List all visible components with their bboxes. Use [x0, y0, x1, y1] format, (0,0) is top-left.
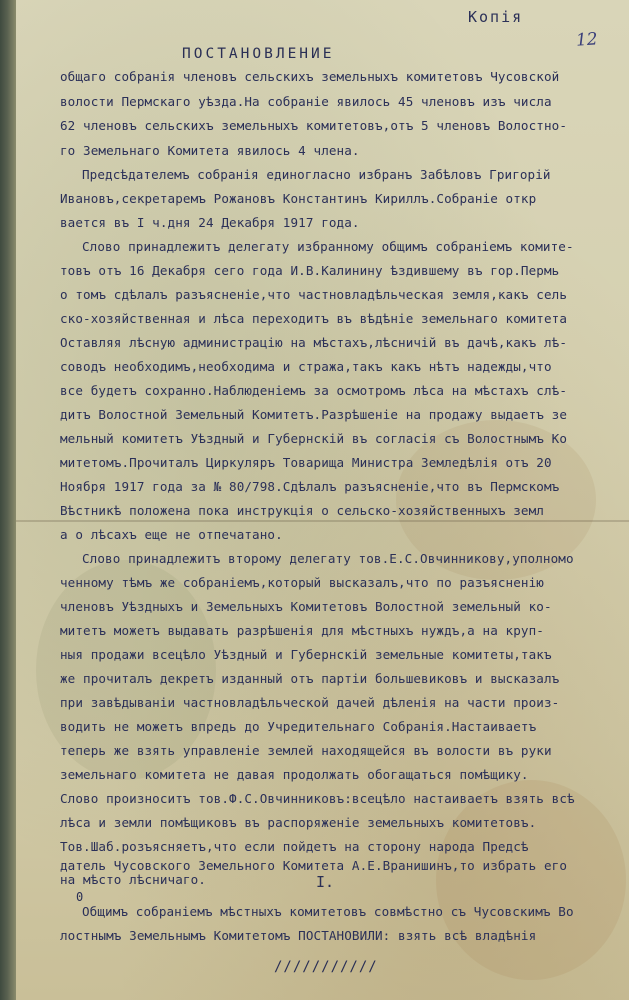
- text-line: дитъ Волостной Земельный Комитетъ.Разрѣшеніе на продажу выдаетъ зе: [60, 407, 568, 422]
- text-line: вается въ I ч.дня 24 Декабря 1917 года.: [60, 215, 360, 230]
- text-line: Оставляя лѣсную администрацію на мѣстахъ,лѣсничій въ дачѣ,какъ лѣ-: [60, 335, 568, 350]
- text-line: членовъ Уѣздныхъ и Земельныхъ Комитетовъ Волостной земельный ко-: [60, 599, 552, 614]
- text-line: лѣса и земли помѣщиковъ въ распоряженіе земельныхъ комитетовъ.: [60, 815, 537, 830]
- text-line: теперь же взять управленіе землей находящейся въ волости въ руки: [60, 743, 552, 758]
- text-line: при завѣдываніи частновладѣльческой дачей дѣленія на части произ-: [60, 695, 560, 710]
- binding-edge: [0, 0, 16, 1000]
- text-line: митетомъ.Прочиталъ Циркуляръ Товарища Министра Земледѣлія отъ 20: [60, 455, 552, 470]
- text-line: Ноября 1917 года за № 80/798.Сдѣлалъ разъясненіе,что въ Пермскомъ: [60, 479, 560, 494]
- text-line: о томъ сдѣлалъ разъясненіе,что частновладѣльческая земля,какъ сель: [60, 287, 568, 302]
- text-line: Ивановъ,секретаремъ Рожановъ Константинъ Кириллъ.Собраніе откр: [60, 191, 537, 206]
- text-line: 62 членовъ сельскихъ земельныхъ комитетовъ,отъ 5 членовъ Волостно-: [60, 118, 568, 133]
- text-line: мельный комитетъ Уѣздный и Губернскій въ согласія съ Волостнымъ Ко: [60, 431, 568, 446]
- text-line: ско-хозяйственная и лѣса переходитъ въ вѣдѣніе земельнаго комитета: [60, 311, 568, 326]
- resolution-line: лостнымъ Земельнымъ Комитетомъ ПОСТАНОВИЛИ: взять всѣ владѣнія: [60, 928, 537, 943]
- paper-fold: [16, 520, 629, 522]
- text-line: Слово принадлежитъ второму делегату тов.Е.С.Овчинникову,уполномо: [82, 551, 574, 566]
- text-line: на мѣсто лѣсничаго.: [60, 872, 206, 887]
- document-title: ПОСТАНОВЛЕНИЕ: [182, 46, 335, 62]
- text-line: соводъ необходимъ,необходима и стража,такъ какъ нѣтъ надежды,что: [60, 359, 552, 374]
- text-line: Предсѣдателемъ собранія единогласно избранъ Забѣловъ Григорій: [82, 167, 551, 182]
- document-page: [16, 0, 629, 1000]
- text-line: а о лѣсахъ еще не отпечатано.: [60, 527, 283, 542]
- margin-mark: 0: [76, 890, 84, 904]
- text-line: го Земельнаго Комитета явилось 4 члена.: [60, 143, 360, 158]
- handwritten-page-number: 12: [575, 29, 599, 51]
- paper-stain: [436, 780, 626, 980]
- text-line: общаго собранія членовъ сельскихъ земельныхъ комитетовъ Чусовской: [60, 69, 560, 84]
- text-line: водить не можетъ впредь до Учредительнаго Собранія.Настаиваетъ: [60, 719, 537, 734]
- text-line: Слово принадлежитъ делегату избранному общимъ собраніемъ комите-: [82, 239, 574, 254]
- text-line: ченному тѣмъ же собраніемъ,который высказалъ,что по разъясненію: [60, 575, 544, 590]
- text-line: Вѣстникѣ положена пока инструкція о сельско-хозяйственныхъ земл: [60, 503, 544, 518]
- text-line: ныя продажи всецѣло Уѣздный и Губернскій земельные комитеты,такъ: [60, 647, 552, 662]
- text-line: датель Чусовского Земельного Комитета А.Е.Вранишинъ,то избрать его: [60, 858, 568, 873]
- text-line: митетъ можетъ выдавать разрѣшенія для мѣстныхъ нуждъ,а на круп-: [60, 623, 544, 638]
- resolution-line: Общимъ собраніемъ мѣстныхъ комитетовъ совмѣстно съ Чусовскимъ Во: [82, 904, 574, 919]
- section-numeral: I.: [316, 873, 335, 891]
- text-line: Слово произноситъ тов.Ф.С.Овчинниковъ:всецѣло настаиваетъ взять всѣ: [60, 791, 575, 806]
- text-line: Тов.Шаб.розъясняетъ,что если пойдетъ на сторону народа Предсѣ: [60, 839, 529, 854]
- text-line: земельнаго комитета не давая продолжать обогащаться помѣщику.: [60, 767, 529, 782]
- text-line: же прочиталъ декретъ изданный отъ партіи большевиковъ и высказалъ: [60, 671, 560, 686]
- text-line: все будетъ сохранно.Наблюденіемъ за осмотромъ лѣса на мѣстахъ слѣ-: [60, 383, 568, 398]
- text-line: волости Пермскаго уѣзда.На собраніе явилось 45 членовъ изъ числа: [60, 94, 552, 109]
- bottom-marks: ///////////: [274, 959, 378, 975]
- copy-label: Копія: [468, 8, 524, 26]
- text-line: товъ отъ 16 Декабря сего года И.В.Калинину ѣздившему въ гор.Пермь: [60, 263, 560, 278]
